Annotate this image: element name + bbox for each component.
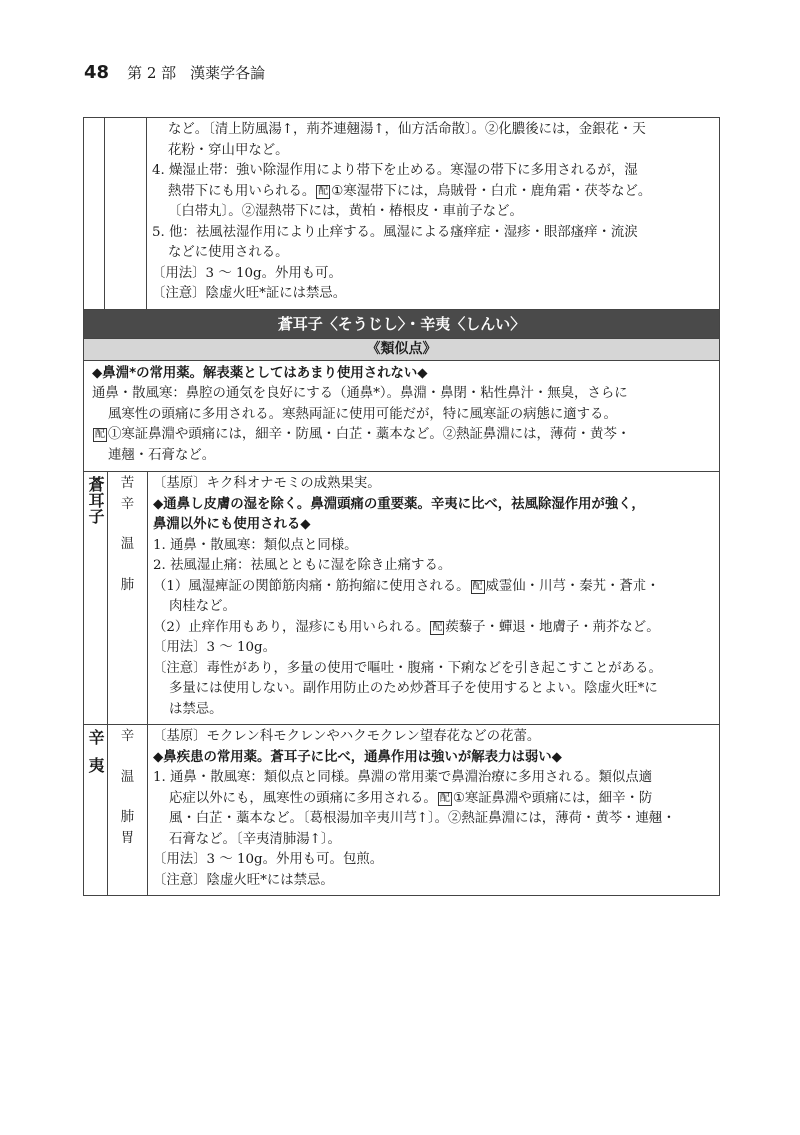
section-band-title: 蒼耳子〈そうじし〉・辛夷〈しんい〉: [84, 309, 719, 338]
herb-name: [84, 725, 108, 895]
text-line: 1. 通鼻・散風寒：類似点と同様。鼻淵の常用薬で鼻淵治療に多用される。類似点適: [153, 770, 653, 785]
text-line: 風・白芷・藁本など。〔葛根湯加辛夷川芎↑〕。②熱証鼻淵には，薄荷・黄芩・連翹・: [169, 811, 676, 826]
text-line: などに使用される。: [168, 245, 289, 260]
text-line: 鼻淵以外にも使用される◆: [153, 517, 311, 532]
text-line: 5. 他：祛風祛湿作用により止痒する。風湿による瘙痒症・湿疹・眼部瘙痒・流涙: [152, 224, 638, 240]
text-line: 応症以外にも，風寒性の頭痛に多用される。 配 ①寒証鼻淵や頭痛には，細辛・防: [169, 790, 653, 806]
continuation-text: [147, 118, 719, 309]
text-line: 風寒性の頭痛に多用される。寒熱両証に使用可能だが，特に風寒証の病態に適する。: [108, 406, 617, 422]
text-line: 配 ①寒証鼻淵や頭痛には，細辛・防風・白芷・藁本など。②熱証鼻淵には，薄荷・黄芩・: [95, 427, 631, 442]
text-line: 〔白帯丸〕。②湿熱帯下には，黄柏・椿根皮・車前子など。: [168, 204, 523, 219]
pei-icon: 配: [95, 429, 105, 440]
pei-icon: 配: [472, 580, 483, 592]
text-line: 1. 通鼻・散風寒：類似点と同様。: [153, 537, 358, 553]
pei-icon: 配: [439, 792, 450, 804]
page-number: 48: [84, 62, 110, 83]
usage-line: 〔用法〕3 〜 10g。外用も可。: [152, 265, 342, 281]
herb-properties: 苦 辛 温 肺: [108, 472, 148, 724]
text-line: ◆鼻疾患の常用薬。蒼耳子に比べ，通鼻作用は強いが解表力は弱い◆: [153, 749, 562, 765]
text-line: 肉桂など。: [169, 599, 236, 614]
text-line: 連翹・石膏など。: [108, 447, 216, 463]
similarity-block: [84, 360, 719, 472]
text-line: 4. 燥湿止帯：強い除湿作用により帯下を止める。寒湿の帯下に多用されるが，湿: [152, 163, 638, 178]
text-line: ◆通鼻し皮膚の湿を除く。鼻淵頭痛の重要薬。辛夷に比べ，祛風除湿作用が強く，: [153, 496, 645, 512]
caution-line: 〔注意〕陰虚火旺*証には禁忌。: [152, 286, 347, 301]
text-line: 石膏など。〔辛夷清肺湯↑〕。: [169, 831, 341, 847]
text-line: など。〔清上防風湯↑，荊芥連翹湯↑，仙方活命散〕。②化膿後には，金銀花・天: [168, 122, 646, 137]
usage-line: 〔用法〕3 〜 10g。: [153, 640, 276, 655]
herb-name: [84, 472, 108, 724]
text-line: 多量には使用しない。副作用防止のため炒蒼耳子を使用するとよい。陰虚火旺*に: [169, 681, 658, 696]
herb-row-souji: [84, 471, 719, 724]
origin-line: 〔基原〕モクレン科モクレンやハクモクレン望春花などの花蕾。: [153, 729, 541, 744]
text-line: は禁忌。: [169, 701, 223, 717]
herb-name-text: 蒼耳子: [86, 476, 105, 524]
page-header: [84, 62, 265, 88]
text-line: 花粉・穿山甲など。: [168, 142, 289, 158]
herb-description: [148, 472, 719, 724]
similarity-heading: 《類似点》: [84, 338, 719, 360]
continuation-row: [84, 118, 719, 309]
text-line: （2）止痒作用もあり，湿疹にも用いられる。 配 蒺藜子・蟬退・地膚子・荊芥など。: [153, 619, 660, 635]
part-title: 漢薬学各論: [190, 64, 266, 82]
text-line: 熱帯下にも用いられる。 配 ①寒湿帯下には，烏賊骨・白朮・鹿角霜・茯苓など。: [168, 183, 652, 199]
herb-table: [83, 117, 720, 896]
text-line: 2. 祛風湿止痛：祛風とともに湿を除き止痛する。: [153, 558, 452, 573]
herb-row-shinni: [84, 724, 719, 895]
caution-line: 〔注意〕陰虚火旺*には禁忌。: [153, 872, 334, 888]
herb-properties: 辛 温 肺 胃: [108, 725, 148, 895]
part-label: 第 2 部: [127, 64, 177, 82]
herb-description: [148, 725, 719, 895]
text-line: （1）風湿痺証の関節筋肉痛・筋拘縮に使用される。 配 威霊仙・川芎・秦艽・蒼朮・: [153, 578, 660, 594]
pei-icon: 配: [318, 185, 329, 197]
text-line: ◆鼻淵*の常用薬。解表薬としてはあまり使用されない◆: [92, 365, 428, 381]
caution-line: 〔注意〕毒性があり，多量の使用で嘔吐・腹痛・下痢などを引き起こすことがある。: [153, 660, 662, 676]
pei-icon: 配: [432, 621, 443, 633]
herb-name-text: 辛夷: [86, 729, 105, 785]
origin-line: 〔基原〕キク科オナモミの成熟果実。: [153, 476, 381, 491]
text-line: 通鼻・散風寒：鼻腔の通気を良好にする（通鼻*）。鼻淵・鼻閉・粘性鼻汁・無臭，さらに: [92, 386, 628, 401]
usage-line: 〔用法〕3 〜 10g。外用も可。包煎。: [153, 852, 384, 867]
